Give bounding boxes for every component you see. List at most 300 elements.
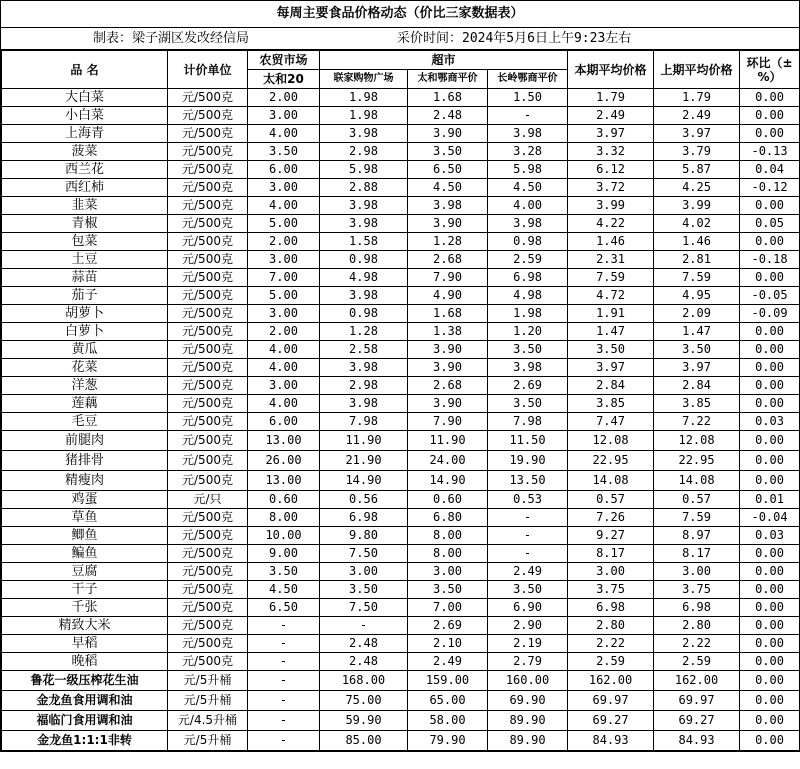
- item-unit: 元/500克: [168, 471, 248, 491]
- price-taihe-eshang: 58.00: [408, 711, 488, 731]
- table-row: [2, 491, 800, 509]
- item-name: 花菜: [2, 359, 168, 377]
- change: 0.01: [740, 491, 800, 509]
- info-bar: [1, 28, 799, 50]
- price-taihe-eshang: 4.50: [408, 179, 488, 197]
- item-unit: 元/500克: [168, 563, 248, 581]
- avg-prev: 14.08: [654, 471, 740, 491]
- price-changling-eshang: 3.50: [488, 395, 568, 413]
- change: 0.00: [740, 563, 800, 581]
- table-row: [2, 599, 800, 617]
- price-market: 3.50: [248, 143, 320, 161]
- table-row: [2, 395, 800, 413]
- item-name: 蒜苗: [2, 269, 168, 287]
- avg-now: 7.47: [568, 413, 654, 431]
- change: -0.12: [740, 179, 800, 197]
- table-row: [2, 617, 800, 635]
- table-row: [2, 269, 800, 287]
- table-row: [2, 471, 800, 491]
- change: 0.00: [740, 617, 800, 635]
- change: 0.00: [740, 581, 800, 599]
- price-lianjia: 5.98: [320, 161, 408, 179]
- price-lianjia: 3.98: [320, 359, 408, 377]
- price-changling-eshang: 3.50: [488, 581, 568, 599]
- price-market: 6.00: [248, 161, 320, 179]
- change: 0.00: [740, 377, 800, 395]
- item-unit: 元/4.5升桶: [168, 711, 248, 731]
- change: 0.00: [740, 107, 800, 125]
- price-lianjia: 3.98: [320, 125, 408, 143]
- sheet-title: 每周主要食品价格动态（价比三家数据表）: [1, 0, 799, 28]
- price-market: -: [248, 711, 320, 731]
- table-row: [2, 341, 800, 359]
- item-unit: 元/5升桶: [168, 671, 248, 691]
- change: 0.00: [740, 395, 800, 413]
- item-unit: 元/500克: [168, 341, 248, 359]
- item-unit: 元/500克: [168, 413, 248, 431]
- item-name: 西兰花: [2, 161, 168, 179]
- price-market: 3.00: [248, 179, 320, 197]
- price-lianjia: 9.80: [320, 527, 408, 545]
- item-unit: 元/500克: [168, 395, 248, 413]
- price-lianjia: 2.88: [320, 179, 408, 197]
- avg-prev: 22.95: [654, 451, 740, 471]
- item-unit: 元/500克: [168, 451, 248, 471]
- price-lianjia: 4.98: [320, 269, 408, 287]
- avg-now: 7.59: [568, 269, 654, 287]
- avg-now: 3.00: [568, 563, 654, 581]
- avg-prev: 3.97: [654, 359, 740, 377]
- price-market: 4.00: [248, 395, 320, 413]
- price-lianjia: 2.58: [320, 341, 408, 359]
- col-header-lianjia: 联家购物广场: [320, 70, 408, 89]
- price-taihe-eshang: 3.90: [408, 125, 488, 143]
- price-changling-eshang: -: [488, 545, 568, 563]
- table-row: [2, 377, 800, 395]
- change: 0.04: [740, 161, 800, 179]
- price-taihe-eshang: 6.50: [408, 161, 488, 179]
- change: 0.00: [740, 125, 800, 143]
- item-name: 小白菜: [2, 107, 168, 125]
- price-lianjia: 3.98: [320, 287, 408, 305]
- avg-now: 1.47: [568, 323, 654, 341]
- table-row: [2, 287, 800, 305]
- avg-prev: 8.97: [654, 527, 740, 545]
- item-unit: 元/500克: [168, 359, 248, 377]
- table-row: [2, 161, 800, 179]
- price-market: 4.00: [248, 341, 320, 359]
- table-row: [2, 89, 800, 107]
- price-lianjia: 85.00: [320, 731, 408, 751]
- price-changling-eshang: 69.90: [488, 691, 568, 711]
- table-row: [2, 711, 800, 731]
- item-name: 福临门食用调和油: [2, 711, 168, 731]
- avg-now: 3.99: [568, 197, 654, 215]
- avg-now: 162.00: [568, 671, 654, 691]
- price-lianjia: 3.50: [320, 581, 408, 599]
- avg-now: 3.97: [568, 125, 654, 143]
- item-name: 西红柿: [2, 179, 168, 197]
- price-market: 9.00: [248, 545, 320, 563]
- price-taihe-eshang: 3.98: [408, 197, 488, 215]
- change: 0.03: [740, 527, 800, 545]
- avg-prev: 3.50: [654, 341, 740, 359]
- item-unit: 元/500克: [168, 377, 248, 395]
- table-row: [2, 197, 800, 215]
- avg-prev: 1.79: [654, 89, 740, 107]
- price-lianjia: 75.00: [320, 691, 408, 711]
- price-market: 5.00: [248, 215, 320, 233]
- price-market: -: [248, 653, 320, 671]
- price-lianjia: 1.98: [320, 89, 408, 107]
- price-lianjia: 3.00: [320, 563, 408, 581]
- change: 0.03: [740, 413, 800, 431]
- avg-now: 22.95: [568, 451, 654, 471]
- avg-prev: 0.57: [654, 491, 740, 509]
- change: 0.00: [740, 233, 800, 251]
- avg-now: 69.97: [568, 691, 654, 711]
- price-taihe-eshang: 3.90: [408, 215, 488, 233]
- item-unit: 元/500克: [168, 527, 248, 545]
- change: 0.00: [740, 323, 800, 341]
- avg-now: 2.22: [568, 635, 654, 653]
- avg-prev: 84.93: [654, 731, 740, 751]
- avg-now: 84.93: [568, 731, 654, 751]
- price-market: 3.00: [248, 107, 320, 125]
- price-taihe-eshang: 3.90: [408, 395, 488, 413]
- price-changling-eshang: 2.69: [488, 377, 568, 395]
- change: 0.00: [740, 691, 800, 711]
- table-row: [2, 451, 800, 471]
- price-taihe-eshang: 159.00: [408, 671, 488, 691]
- item-name: 茄子: [2, 287, 168, 305]
- change: -0.18: [740, 251, 800, 269]
- avg-prev: 1.47: [654, 323, 740, 341]
- item-unit: 元/500克: [168, 161, 248, 179]
- price-changling-eshang: 13.50: [488, 471, 568, 491]
- price-lianjia: -: [320, 617, 408, 635]
- avg-prev: 3.85: [654, 395, 740, 413]
- price-changling-eshang: 2.59: [488, 251, 568, 269]
- price-changling-eshang: 4.00: [488, 197, 568, 215]
- item-unit: 元/500克: [168, 233, 248, 251]
- price-taihe-eshang: 3.90: [408, 341, 488, 359]
- avg-prev: 3.79: [654, 143, 740, 161]
- item-name: 韭菜: [2, 197, 168, 215]
- price-changling-eshang: 89.90: [488, 731, 568, 751]
- item-unit: 元/500克: [168, 89, 248, 107]
- item-name: 洋葱: [2, 377, 168, 395]
- price-market: 6.50: [248, 599, 320, 617]
- item-name: 晚稻: [2, 653, 168, 671]
- price-taihe-eshang: 2.10: [408, 635, 488, 653]
- price-market: 10.00: [248, 527, 320, 545]
- change: 0.00: [740, 545, 800, 563]
- avg-prev: 2.59: [654, 653, 740, 671]
- price-changling-eshang: 6.90: [488, 599, 568, 617]
- item-name: 胡萝卜: [2, 305, 168, 323]
- table-row: [2, 413, 800, 431]
- avg-prev: 2.22: [654, 635, 740, 653]
- item-name: 鲫鱼: [2, 527, 168, 545]
- avg-prev: 69.97: [654, 691, 740, 711]
- price-taihe-eshang: 6.80: [408, 509, 488, 527]
- table-row: [2, 215, 800, 233]
- item-unit: 元/500克: [168, 305, 248, 323]
- price-taihe-eshang: 2.68: [408, 377, 488, 395]
- price-changling-eshang: 2.90: [488, 617, 568, 635]
- item-name: 精瘦肉: [2, 471, 168, 491]
- table-row: [2, 323, 800, 341]
- item-name: 早稻: [2, 635, 168, 653]
- table-row: [2, 107, 800, 125]
- avg-now: 3.32: [568, 143, 654, 161]
- price-lianjia: 2.98: [320, 143, 408, 161]
- price-market: 2.00: [248, 323, 320, 341]
- price-changling-eshang: 160.00: [488, 671, 568, 691]
- avg-now: 3.72: [568, 179, 654, 197]
- price-lianjia: 1.28: [320, 323, 408, 341]
- price-market: 3.00: [248, 377, 320, 395]
- avg-now: 2.80: [568, 617, 654, 635]
- price-lianjia: 7.50: [320, 599, 408, 617]
- change: 0.00: [740, 671, 800, 691]
- price-changling-eshang: 3.98: [488, 125, 568, 143]
- item-unit: 元/500克: [168, 653, 248, 671]
- avg-now: 1.91: [568, 305, 654, 323]
- price-changling-eshang: 2.79: [488, 653, 568, 671]
- change: 0.00: [740, 451, 800, 471]
- item-unit: 元/500克: [168, 251, 248, 269]
- price-lianjia: 7.98: [320, 413, 408, 431]
- price-market: 13.00: [248, 471, 320, 491]
- price-changling-eshang: 89.90: [488, 711, 568, 731]
- item-name: 莲藕: [2, 395, 168, 413]
- price-taihe-eshang: 14.90: [408, 471, 488, 491]
- table-row: [2, 527, 800, 545]
- price-changling-eshang: 3.28: [488, 143, 568, 161]
- price-taihe-eshang: 2.68: [408, 251, 488, 269]
- avg-prev: 2.84: [654, 377, 740, 395]
- price-changling-eshang: 6.98: [488, 269, 568, 287]
- item-unit: 元/5升桶: [168, 731, 248, 751]
- change: 0.00: [740, 731, 800, 751]
- price-changling-eshang: -: [488, 107, 568, 125]
- avg-prev: 2.81: [654, 251, 740, 269]
- item-name: 土豆: [2, 251, 168, 269]
- item-unit: 元/500克: [168, 323, 248, 341]
- price-changling-eshang: 11.50: [488, 431, 568, 451]
- col-header-name: 品 名: [2, 51, 168, 89]
- avg-now: 14.08: [568, 471, 654, 491]
- price-lianjia: 6.98: [320, 509, 408, 527]
- price-lianjia: 0.98: [320, 251, 408, 269]
- price-changling-eshang: 1.50: [488, 89, 568, 107]
- price-taihe-eshang: 3.50: [408, 581, 488, 599]
- price-lianjia: 11.90: [320, 431, 408, 451]
- price-market: 4.00: [248, 359, 320, 377]
- price-changling-eshang: 4.98: [488, 287, 568, 305]
- price-changling-eshang: 0.53: [488, 491, 568, 509]
- avg-now: 1.46: [568, 233, 654, 251]
- avg-prev: 4.25: [654, 179, 740, 197]
- item-unit: 元/500克: [168, 509, 248, 527]
- col-header-change: 环比（±%）: [740, 51, 800, 89]
- change: 0.00: [740, 653, 800, 671]
- change: -0.04: [740, 509, 800, 527]
- avg-now: 0.57: [568, 491, 654, 509]
- item-unit: 元/500克: [168, 107, 248, 125]
- avg-now: 1.79: [568, 89, 654, 107]
- item-name: 千张: [2, 599, 168, 617]
- change: 0.00: [740, 711, 800, 731]
- change: 0.00: [740, 359, 800, 377]
- price-taihe-eshang: 7.90: [408, 269, 488, 287]
- avg-now: 2.84: [568, 377, 654, 395]
- item-unit: 元/500克: [168, 179, 248, 197]
- avg-prev: 162.00: [654, 671, 740, 691]
- price-market: -: [248, 617, 320, 635]
- price-lianjia: 21.90: [320, 451, 408, 471]
- item-name: 大白菜: [2, 89, 168, 107]
- price-taihe-eshang: 0.60: [408, 491, 488, 509]
- avg-prev: 3.00: [654, 563, 740, 581]
- price-market: 8.00: [248, 509, 320, 527]
- avg-now: 4.22: [568, 215, 654, 233]
- price-taihe-eshang: 65.00: [408, 691, 488, 711]
- avg-now: 6.98: [568, 599, 654, 617]
- price-market: 3.00: [248, 305, 320, 323]
- avg-now: 3.75: [568, 581, 654, 599]
- avg-now: 2.49: [568, 107, 654, 125]
- price-changling-eshang: -: [488, 527, 568, 545]
- item-unit: 元/500克: [168, 635, 248, 653]
- avg-now: 7.26: [568, 509, 654, 527]
- avg-now: 3.97: [568, 359, 654, 377]
- change: 0.00: [740, 197, 800, 215]
- col-header-unit: 计价单位: [168, 51, 248, 89]
- price-lianjia: 3.98: [320, 395, 408, 413]
- price-market: 2.00: [248, 233, 320, 251]
- table-row: [2, 305, 800, 323]
- item-name: 黄瓜: [2, 341, 168, 359]
- price-taihe-eshang: 1.38: [408, 323, 488, 341]
- item-name: 豆腐: [2, 563, 168, 581]
- table-row: [2, 581, 800, 599]
- item-unit: 元/500克: [168, 581, 248, 599]
- item-name: 鳊鱼: [2, 545, 168, 563]
- item-name: 菠菜: [2, 143, 168, 161]
- item-name: 精致大米: [2, 617, 168, 635]
- item-unit: 元/只: [168, 491, 248, 509]
- price-market: 4.50: [248, 581, 320, 599]
- price-taihe-eshang: 3.90: [408, 359, 488, 377]
- avg-now: 3.50: [568, 341, 654, 359]
- table-row: [2, 359, 800, 377]
- sheet-maker: 制表：梁子湖区发改经信局: [93, 31, 250, 46]
- price-lianjia: 3.98: [320, 197, 408, 215]
- avg-now: 6.12: [568, 161, 654, 179]
- price-lianjia: 1.98: [320, 107, 408, 125]
- price-market: 4.00: [248, 197, 320, 215]
- price-taihe-eshang: 8.00: [408, 527, 488, 545]
- price-taihe-eshang: 1.68: [408, 89, 488, 107]
- item-name: 上海青: [2, 125, 168, 143]
- price-lianjia: 168.00: [320, 671, 408, 691]
- change: -0.05: [740, 287, 800, 305]
- change: 0.05: [740, 215, 800, 233]
- change: 0.00: [740, 89, 800, 107]
- table-row: [2, 731, 800, 751]
- avg-now: 12.08: [568, 431, 654, 451]
- price-lianjia: 2.98: [320, 377, 408, 395]
- avg-now: 2.59: [568, 653, 654, 671]
- price-lianjia: 7.50: [320, 545, 408, 563]
- table-row: [2, 653, 800, 671]
- price-taihe-eshang: 1.68: [408, 305, 488, 323]
- item-name: 毛豆: [2, 413, 168, 431]
- avg-prev: 3.75: [654, 581, 740, 599]
- item-unit: 元/500克: [168, 545, 248, 563]
- price-lianjia: 2.48: [320, 653, 408, 671]
- price-lianjia: 0.56: [320, 491, 408, 509]
- item-unit: 元/500克: [168, 143, 248, 161]
- price-table: [1, 50, 800, 751]
- avg-prev: 4.95: [654, 287, 740, 305]
- price-lianjia: 1.58: [320, 233, 408, 251]
- table-row: [2, 179, 800, 197]
- price-taihe-eshang: 3.50: [408, 143, 488, 161]
- item-name: 金龙鱼1:1:1非转: [2, 731, 168, 751]
- price-changling-eshang: 19.90: [488, 451, 568, 471]
- price-taihe-eshang: 8.00: [408, 545, 488, 563]
- col-header-supermarket-group: 超市: [320, 51, 568, 70]
- table-row: [2, 233, 800, 251]
- price-changling-eshang: 0.98: [488, 233, 568, 251]
- collection-time: 采价时间：2024年5月6日上午9:23左右: [397, 31, 632, 46]
- price-changling-eshang: 2.49: [488, 563, 568, 581]
- price-taihe-eshang: 11.90: [408, 431, 488, 451]
- price-market: 4.00: [248, 125, 320, 143]
- price-market: 6.00: [248, 413, 320, 431]
- avg-prev: 7.59: [654, 269, 740, 287]
- table-row: [2, 691, 800, 711]
- table-row: [2, 125, 800, 143]
- price-changling-eshang: 4.50: [488, 179, 568, 197]
- avg-now: 69.27: [568, 711, 654, 731]
- price-market: 13.00: [248, 431, 320, 451]
- item-name: 鲁花一级压榨花生油: [2, 671, 168, 691]
- col-header-avg-now: 本期平均价格: [568, 51, 654, 89]
- price-taihe-eshang: 24.00: [408, 451, 488, 471]
- avg-now: 3.85: [568, 395, 654, 413]
- price-changling-eshang: 3.50: [488, 341, 568, 359]
- price-changling-eshang: 3.98: [488, 215, 568, 233]
- price-market: 26.00: [248, 451, 320, 471]
- table-row: [2, 509, 800, 527]
- avg-now: 2.31: [568, 251, 654, 269]
- item-name: 前腿肉: [2, 431, 168, 451]
- item-name: 金龙鱼食用调和油: [2, 691, 168, 711]
- price-taihe-eshang: 7.90: [408, 413, 488, 431]
- avg-prev: 3.99: [654, 197, 740, 215]
- item-unit: 元/500克: [168, 617, 248, 635]
- avg-now: 8.17: [568, 545, 654, 563]
- price-taihe-eshang: 4.90: [408, 287, 488, 305]
- avg-prev: 2.80: [654, 617, 740, 635]
- change: 0.00: [740, 269, 800, 287]
- change: 0.00: [740, 471, 800, 491]
